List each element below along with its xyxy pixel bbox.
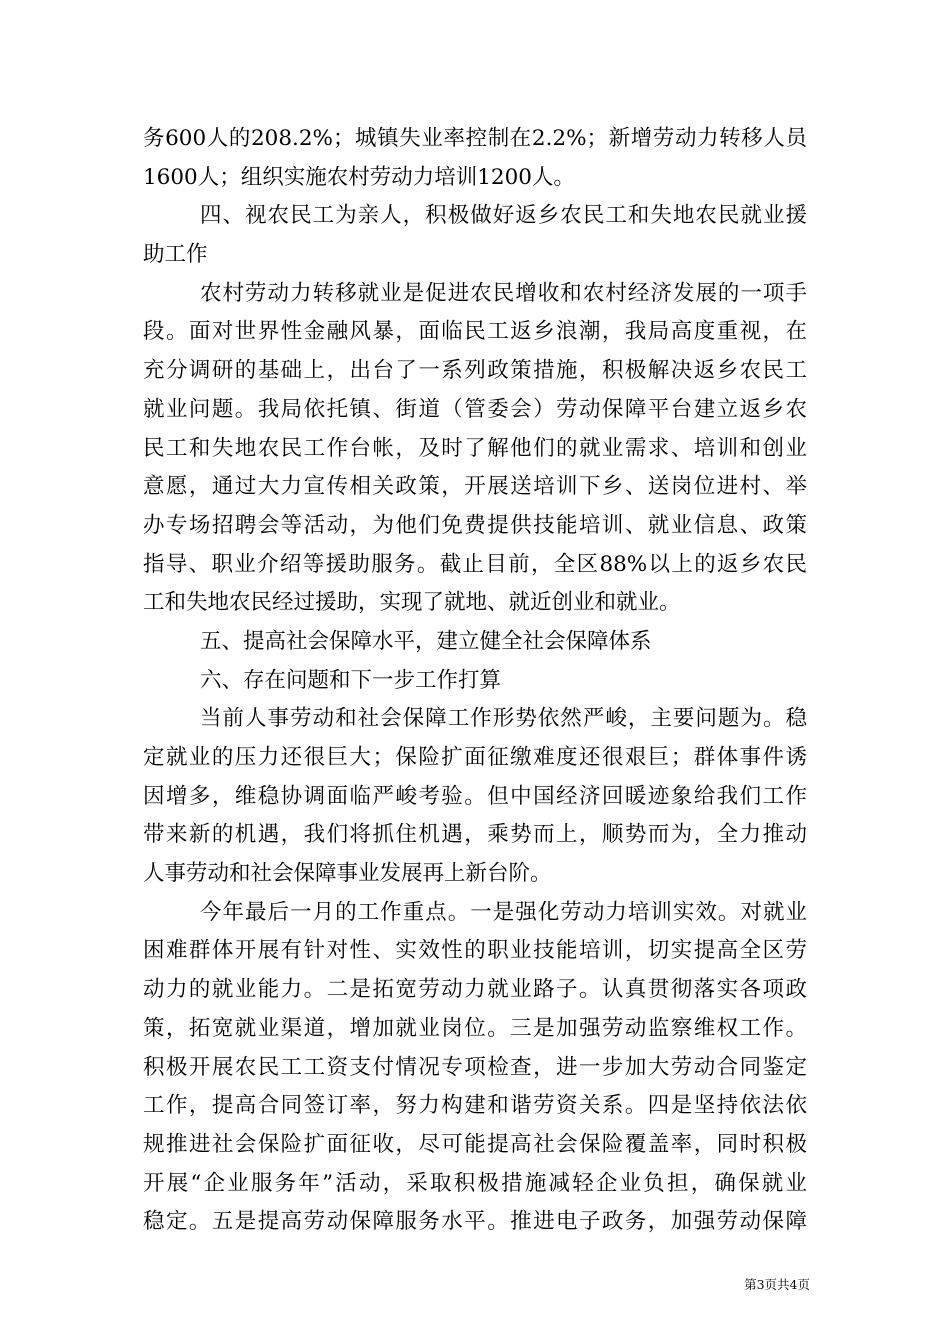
text-line: 工和失地农民经过援助，实现了就地、就近创业和就业。 xyxy=(143,590,681,616)
text-line: 稳定。五是提高劳动保障服务水平。推进电子政务，加强劳动保障 xyxy=(143,1209,807,1235)
text-line: 1600人；组织实施农村劳动力培训1200人。 xyxy=(143,164,575,190)
text-line: 意愿，通过大力宣传相关政策，开展送培训下乡、送岗位进村、举 xyxy=(143,474,807,500)
text-line: 策，拓宽就业渠道，增加就业岗位。三是加强劳动监察维权工作。 xyxy=(143,1015,807,1041)
text-line: 就业问题。我局依托镇、街道（管委会）劳动保障平台建立返乡农 xyxy=(143,396,807,422)
text-line: 民工和失地农民工作台帐，及时了解他们的就业需求、培训和创业 xyxy=(143,435,807,461)
text-line: 困难群体开展有针对性、实效性的职业技能培训，切实提高全区劳 xyxy=(143,938,807,964)
page-number-footer: 第3页共4页 xyxy=(744,1277,810,1292)
text-line: 工作，提高合同签订率，努力构建和谐劳资关系。四是坚持依法依 xyxy=(143,1093,807,1119)
text-line: 助工作 xyxy=(143,242,208,268)
text-line: 充分调研的基础上，出台了一系列政策措施，积极解决返乡农民工 xyxy=(143,358,807,384)
text-line: 定就业的压力还很巨大；保险扩面征缴难度还很艰巨；群体事件诱 xyxy=(143,745,807,770)
text-line: 务600人的208.2%；城镇失业率控制在2.2%；新增劳动力转移人员 xyxy=(143,126,807,151)
text-line: 办专场招聘会等活动，为他们免费提供技能培训、就业信息、政策 xyxy=(143,512,807,538)
text-line: 农村劳动力转移就业是促进农民增收和农村经济发展的一项手 xyxy=(200,280,807,306)
text-line: 四、视农民工为亲人，积极做好返乡农民工和失地农民就业援 xyxy=(200,203,807,229)
text-line: 指导、职业介绍等援助服务。截止目前，全区88%以上的返乡农民 xyxy=(143,551,807,577)
text-line: 五、提高社会保障水平，建立健全社会保障体系 xyxy=(200,628,652,654)
text-line: 动力的就业能力。二是拓宽劳动力就业路子。认真贯彻落实各项政 xyxy=(143,977,807,1003)
text-line: 六、存在问题和下一步工作打算 xyxy=(200,667,502,693)
text-line: 积极开展农民工工资支付情况专项检查，进一步加大劳动合同鉴定 xyxy=(143,1054,807,1080)
text-line: 段。面对世界性金融风暴，面临民工返乡浪潮，我局高度重视，在 xyxy=(143,319,807,345)
text-line: 因增多，维稳协调面临严峻考验。但中国经济回暖迹象给我们工作 xyxy=(143,783,807,809)
text-line: 带来新的机遇，我们将抓住机遇，乘势而上，顺势而为，全力推动 xyxy=(143,822,807,848)
text-line: 开展“企业服务年”活动，采取积极措施减轻企业负担，确保就业 xyxy=(143,1170,807,1196)
text-line: 当前人事劳动和社会保障工作形势依然严峻，主要问题为。稳 xyxy=(200,706,807,732)
text-line: 人事劳动和社会保障事业发展再上新台阶。 xyxy=(143,861,552,887)
text-line: 今年最后一月的工作重点。一是强化劳动力培训实效。对就业 xyxy=(200,899,807,925)
document-body xyxy=(143,120,807,1242)
text-line: 规推进社会保险扩面征收，尽可能提高社会保险覆盖率，同时积极 xyxy=(143,1131,807,1157)
